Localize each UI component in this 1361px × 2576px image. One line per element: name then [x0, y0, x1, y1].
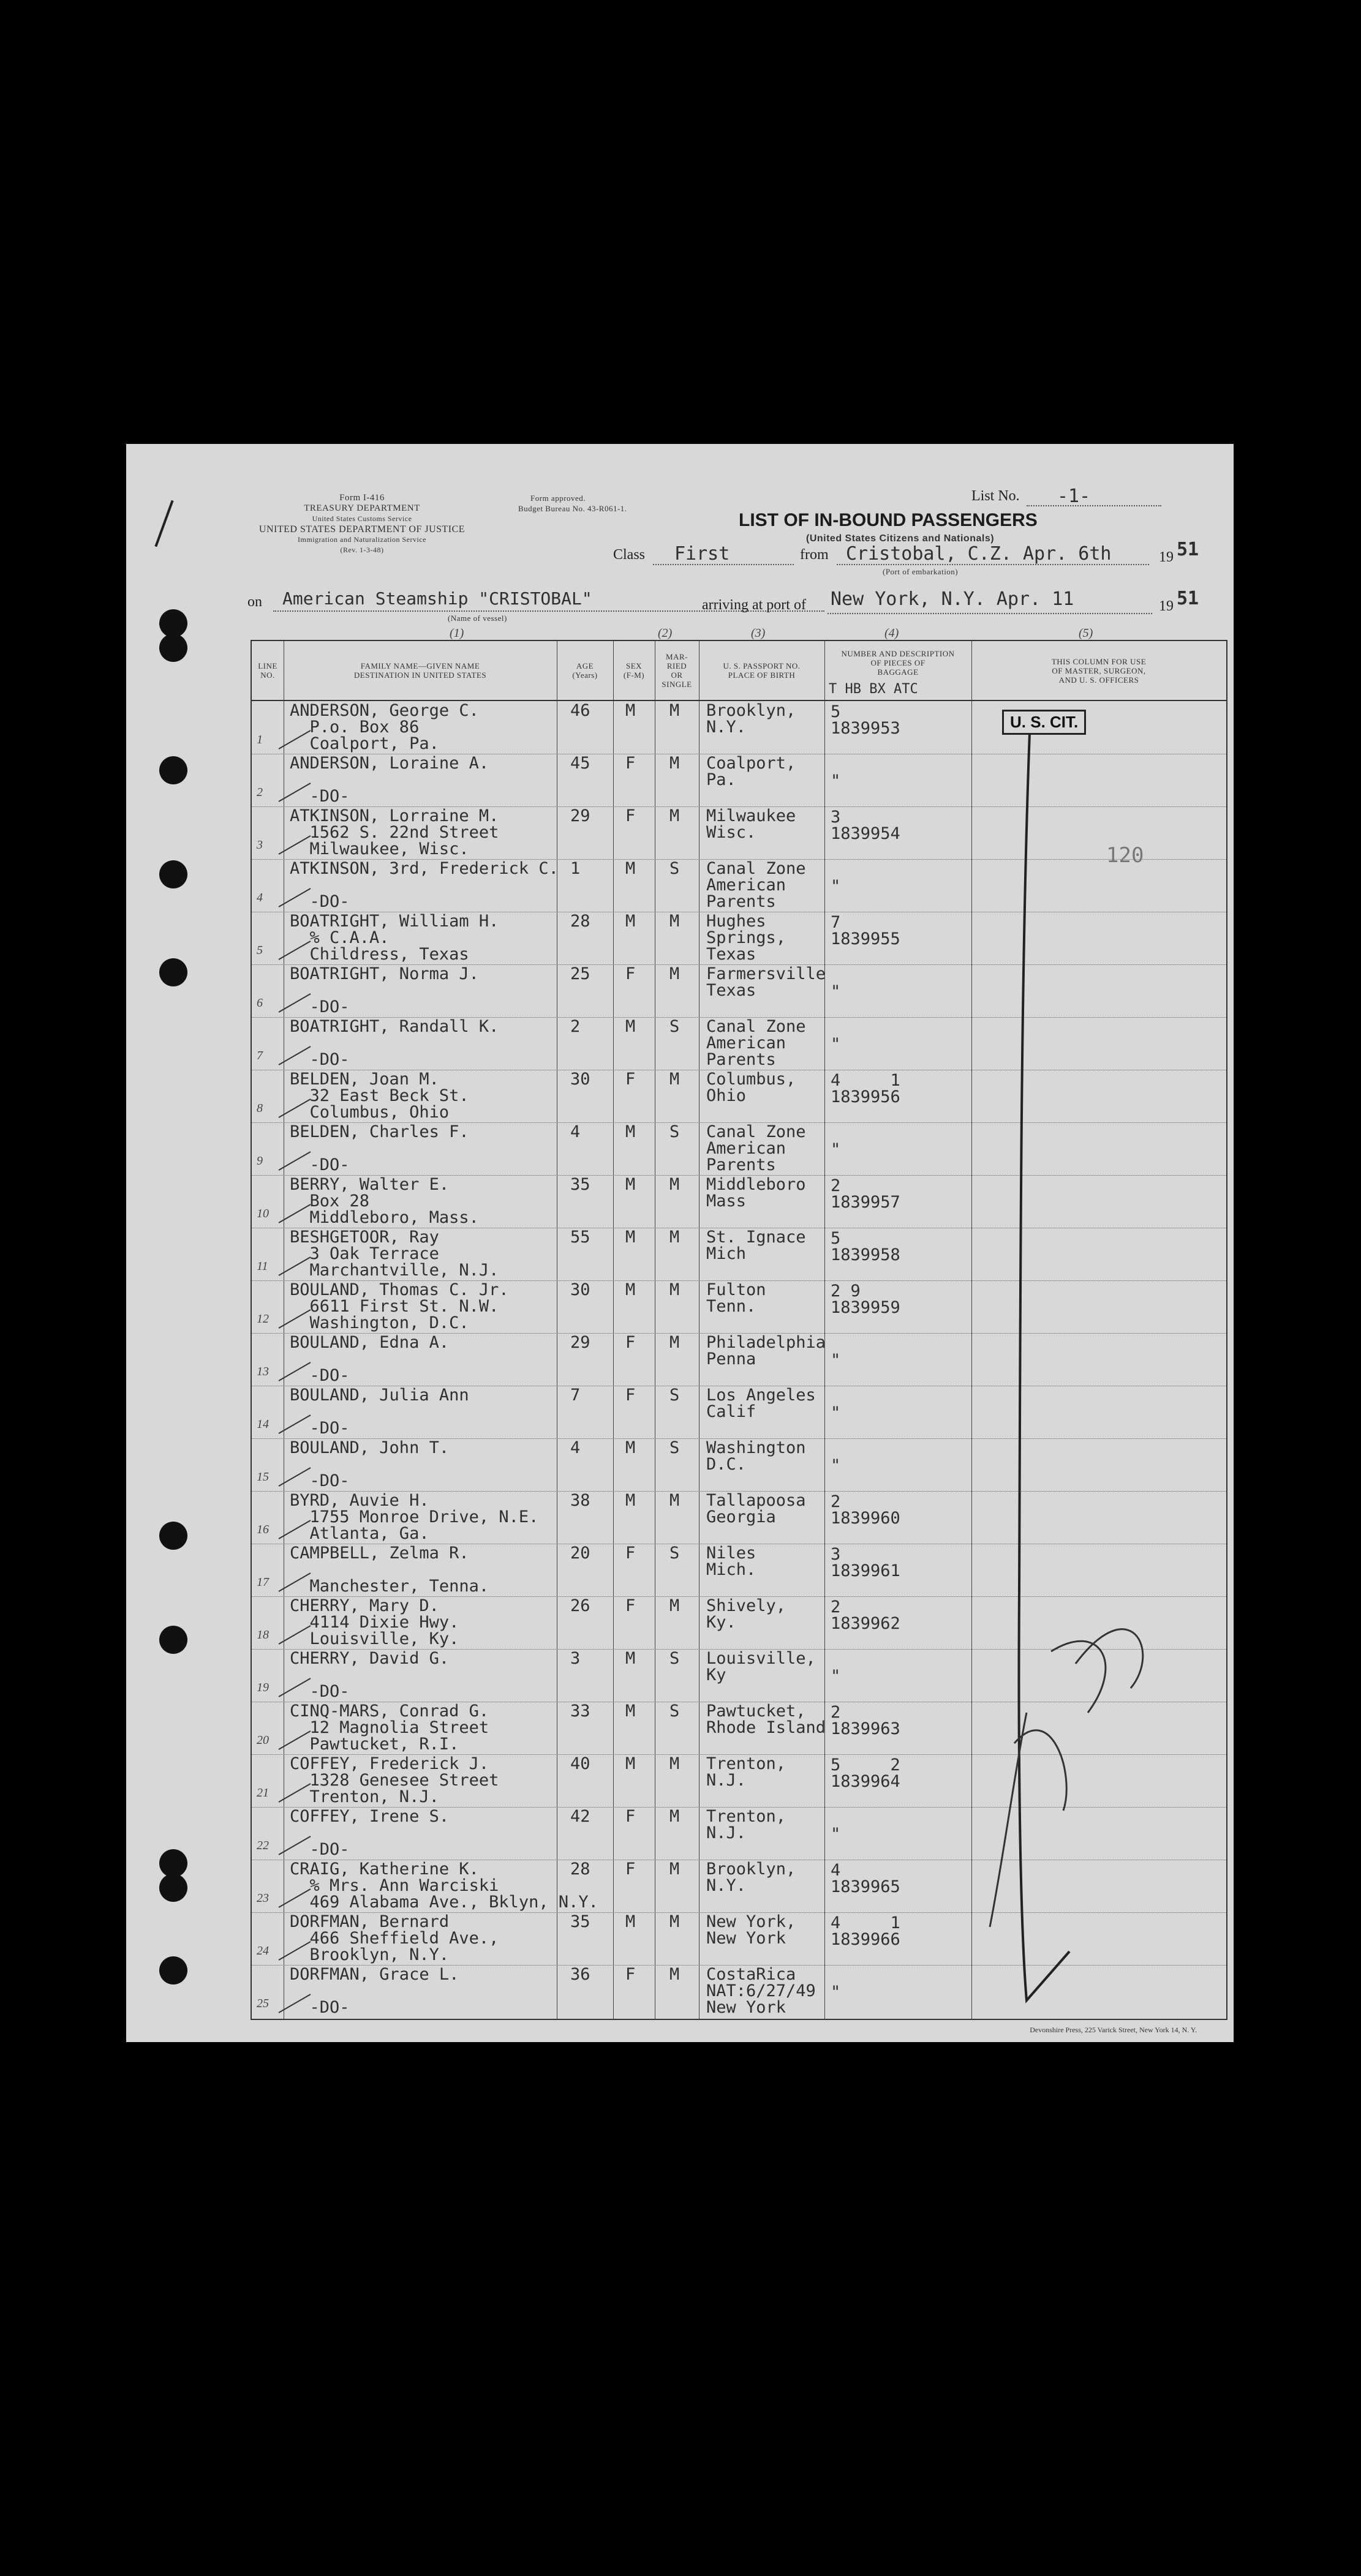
age-cell: 3 — [570, 1649, 581, 1668]
header-officers: THIS COLUMN FOR USE OF MASTER, SURGEON, AND U. S. OFFICERS — [1051, 656, 1147, 685]
baggage-cell: " — [831, 1667, 841, 1686]
passenger-count: 120 — [1106, 843, 1144, 868]
page-title: LIST OF IN-BOUND PASSENGERS — [739, 510, 1038, 530]
sex-cell: F — [625, 1070, 636, 1089]
binder-hole — [159, 860, 187, 888]
baggage-cell: 2 1839960 — [831, 1492, 900, 1528]
col-num-2: (2) — [658, 626, 673, 640]
treasury-label: TREASURY DEPARTMENT — [304, 503, 420, 513]
sex-cell: F — [625, 1965, 636, 1984]
baggage-cell: 5 2 1839964 — [831, 1756, 900, 1791]
marital-status-cell: S — [669, 1438, 680, 1457]
age-cell: 35 — [570, 1912, 590, 1931]
marital-status-cell: M — [669, 1807, 680, 1826]
sex-cell: M — [625, 859, 636, 878]
header-age: AGE (Years) — [572, 661, 598, 680]
marital-status-cell: M — [669, 1333, 680, 1352]
header-married: MAR- RIED OR SINGLE — [662, 652, 692, 689]
customs-label: United States Customs Service — [312, 514, 412, 523]
age-cell: 29 — [570, 806, 590, 825]
year-prefix: 19 — [1159, 598, 1174, 614]
printer-imprint: Devonshire Press, 225 Varick Street, New York 14, N. Y. — [1030, 2026, 1197, 2034]
header-name: FAMILY NAME—GIVEN NAME DESTINATION IN UNITED STATES — [353, 661, 487, 680]
marital-status-cell: S — [669, 1649, 680, 1668]
birthplace-cell: Middleboro Mass — [706, 1175, 806, 1211]
col-num-1: (1) — [450, 626, 464, 640]
vessel-note: (Name of vessel) — [448, 614, 507, 623]
form-number: Form I-416 — [339, 493, 385, 503]
passenger-name-destination: COFFEY, Irene S. -DO- — [290, 1807, 450, 1859]
age-cell: 46 — [570, 701, 590, 720]
passenger-name-destination: BOULAND, Edna A. -DO- — [290, 1333, 450, 1385]
marital-status-cell: M — [669, 964, 680, 983]
passenger-name-destination: DORFMAN, Grace L. -DO- — [290, 1965, 459, 2017]
marital-status-cell: S — [669, 859, 680, 878]
birthplace-cell: Brooklyn, N.Y. — [706, 1860, 796, 1895]
class-label: Class — [613, 547, 646, 563]
justice-label: UNITED STATES DEPARTMENT OF JUSTICE — [258, 524, 466, 535]
marital-status-cell: M — [669, 1280, 680, 1299]
sex-cell: F — [625, 1333, 636, 1352]
baggage-cell: 4 1839965 — [831, 1861, 900, 1896]
birthplace-cell: Philadelphia Penna — [706, 1333, 826, 1369]
baggage-cell: 2 9 1839959 — [831, 1282, 900, 1317]
marital-status-cell: M — [669, 806, 680, 825]
birthplace-cell: Los Angeles Calif — [706, 1386, 816, 1421]
header-baggage: NUMBER AND DESCRIPTION OF PIECES OF BAGGAGE — [841, 648, 955, 677]
passenger-name-destination: BOATRIGHT, Norma J. -DO- — [290, 964, 479, 1016]
sex-cell: M — [625, 1912, 636, 1931]
birthplace-cell: Trenton, N.J. — [706, 1754, 786, 1790]
sex-cell: F — [625, 754, 636, 773]
baggage-cell: 2 1839963 — [831, 1703, 900, 1738]
passenger-name-destination: BOATRIGHT, William H. % C.A.A. Childress, Texas — [290, 912, 499, 964]
marital-status-cell: S — [669, 1122, 680, 1141]
birthplace-cell: Canal Zone American Parents — [706, 1017, 806, 1069]
marital-status-cell: S — [669, 1702, 680, 1721]
baggage-cell: " — [831, 1351, 841, 1370]
birthplace-cell: Niles Mich. — [706, 1544, 756, 1579]
line-number: 24 — [257, 1944, 269, 1958]
sex-cell: F — [625, 1860, 636, 1879]
baggage-cell: 2 1839957 — [831, 1176, 900, 1212]
age-cell: 33 — [570, 1702, 590, 1721]
list-no-line — [1027, 505, 1161, 506]
passenger-name-destination: CHERRY, David G. -DO- — [290, 1649, 450, 1701]
baggage-cell: " — [831, 1983, 841, 2002]
birthplace-cell: Columbus, Ohio — [706, 1070, 796, 1105]
year-value: 51 — [1177, 539, 1199, 560]
line-number: 19 — [257, 1681, 269, 1694]
class-value: First — [674, 543, 730, 565]
col-num-5: (5) — [1079, 626, 1093, 640]
line-number: 22 — [257, 1839, 269, 1852]
sex-cell: F — [625, 1807, 636, 1826]
line-number: 1 — [257, 733, 263, 746]
port-note: (Port of embarkation) — [883, 567, 959, 576]
form-agencies — [246, 493, 478, 555]
line-number: 21 — [257, 1786, 269, 1800]
list-no-value: -1- — [1057, 486, 1091, 507]
birthplace-cell: Trenton, N.J. — [706, 1807, 786, 1842]
line-number: 13 — [257, 1365, 269, 1378]
baggage-cell: " — [831, 1825, 841, 1844]
birthplace-cell: St. Ignace Mich — [706, 1228, 806, 1263]
vessel-value: American Steamship "CRISTOBAL" — [282, 588, 592, 609]
budget-bureau-text: Budget Bureau No. 43-R061-1. — [518, 504, 627, 513]
age-cell: 28 — [570, 912, 590, 931]
line-number: 20 — [257, 1733, 269, 1747]
marital-status-cell: M — [669, 1228, 680, 1247]
marital-status-cell: M — [669, 754, 680, 773]
birthplace-cell: Fulton Tenn. — [706, 1280, 766, 1316]
binder-hole — [159, 1522, 187, 1550]
sex-cell: F — [625, 1596, 636, 1615]
baggage-cell: 5 1839953 — [831, 702, 900, 738]
list-no-label: List No. — [971, 488, 1020, 504]
age-cell: 42 — [570, 1807, 590, 1826]
binder-hole — [159, 634, 187, 662]
age-cell: 25 — [570, 964, 590, 983]
passenger-name-destination: DORFMAN, Bernard 466 Sheffield Ave., Brooklyn, N.Y. — [290, 1912, 499, 1964]
line-number: 3 — [257, 838, 263, 852]
sex-cell: M — [625, 1017, 636, 1036]
passenger-name-destination: BYRD, Auvie H. 1755 Monroe Drive, N.E. Atlanta, Ga. — [290, 1491, 539, 1543]
marital-status-cell: S — [669, 1544, 680, 1563]
page-subtitle: (United States Citizens and Nationals) — [806, 533, 995, 544]
revision-label: (Rev. 1-3-48) — [340, 546, 384, 554]
age-cell: 30 — [570, 1070, 590, 1089]
passenger-name-destination: BELDEN, Charles F. -DO- — [290, 1122, 469, 1174]
binder-hole — [159, 1956, 187, 1985]
birthplace-cell: Shively, Ky. — [706, 1596, 786, 1632]
binder-hole — [159, 958, 187, 986]
ins-label: Immigration and Naturalization Service — [298, 535, 426, 544]
age-cell: 4 — [570, 1122, 581, 1141]
approved-text: Form approved. — [530, 494, 586, 503]
sex-cell: F — [625, 1386, 636, 1405]
col-num-3: (3) — [751, 626, 766, 640]
sex-cell: F — [625, 806, 636, 825]
age-cell: 29 — [570, 1333, 590, 1352]
baggage-cell: 3 1839954 — [831, 808, 900, 843]
birthplace-cell: Pawtucket, Rhode Island — [706, 1702, 826, 1737]
us-citizen-stamp: U. S. CIT. — [1002, 710, 1086, 735]
baggage-cell: " — [831, 982, 841, 1001]
binder-hole — [159, 756, 187, 784]
sex-cell: M — [625, 1649, 636, 1668]
age-cell: 45 — [570, 754, 590, 773]
baggage-cell: 2 1839962 — [831, 1598, 900, 1633]
sex-cell: M — [625, 912, 636, 931]
baggage-cell: " — [831, 1456, 841, 1475]
marital-status-cell: S — [669, 1017, 680, 1036]
marital-status-cell: M — [669, 912, 680, 931]
year-prefix: 19 — [1159, 549, 1174, 565]
age-cell: 1 — [570, 859, 581, 878]
sex-cell: M — [625, 1175, 636, 1194]
passenger-table — [251, 640, 1227, 2020]
age-cell: 38 — [570, 1491, 590, 1510]
line-number: 6 — [257, 996, 263, 1010]
line-number: 15 — [257, 1470, 269, 1484]
from-label: from — [800, 547, 829, 563]
sex-cell: M — [625, 1702, 636, 1721]
passenger-name-destination: BELDEN, Joan M. 32 East Beck St. Columbus, Ohio — [290, 1070, 469, 1122]
age-cell: 2 — [570, 1017, 581, 1036]
age-cell: 36 — [570, 1965, 590, 1984]
birthplace-cell: Brooklyn, N.Y. — [706, 701, 796, 737]
age-cell: 30 — [570, 1280, 590, 1299]
age-cell: 4 — [570, 1438, 581, 1457]
marital-status-cell: M — [669, 1965, 680, 1984]
birthplace-cell: CostaRica NAT:6/27/49 New York — [706, 1965, 816, 2017]
embarkation-value: Cristobal, C.Z. Apr. 6th — [846, 543, 1112, 565]
baggage-cell: " — [831, 772, 841, 790]
passenger-name-destination: BOULAND, John T. -DO- — [290, 1438, 450, 1490]
sex-cell: M — [625, 1228, 636, 1247]
passenger-name-destination: CRAIG, Katherine K. % Mrs. Ann Warciski 469 Alabama Ave., Bklyn, N.Y. — [290, 1860, 598, 1912]
passenger-name-destination: ATKINSON, 3rd, Frederick C. -DO- — [290, 859, 559, 911]
age-cell: 40 — [570, 1754, 590, 1773]
marital-status-cell: M — [669, 1596, 680, 1615]
line-number: 4 — [257, 891, 263, 904]
baggage-cell: " — [831, 1403, 841, 1422]
arrival-line — [828, 613, 1152, 614]
line-number: 14 — [257, 1418, 269, 1431]
birthplace-cell: Coalport, Pa. — [706, 754, 796, 789]
birthplace-cell: Washington D.C. — [706, 1438, 806, 1474]
line-number: 8 — [257, 1102, 263, 1115]
age-cell: 35 — [570, 1175, 590, 1194]
sex-cell: M — [625, 1438, 636, 1457]
marital-status-cell: M — [669, 1175, 680, 1194]
line-number: 7 — [257, 1049, 263, 1062]
year-value: 51 — [1177, 588, 1199, 609]
age-cell: 20 — [570, 1544, 590, 1563]
arriving-label: arriving at port of — [702, 597, 806, 613]
passenger-name-destination: BOULAND, Thomas C. Jr. 6611 First St. N.W. Washington, D.C. — [290, 1280, 509, 1332]
age-cell: 55 — [570, 1228, 590, 1247]
line-number: 18 — [257, 1628, 269, 1642]
baggage-cell: " — [831, 1140, 841, 1159]
birthplace-cell: Canal Zone American Parents — [706, 1122, 806, 1174]
manifest-page — [126, 444, 1234, 2042]
baggage-cell: " — [831, 877, 841, 896]
baggage-cell: 4 1 1839966 — [831, 1913, 900, 1949]
passenger-name-destination: BOATRIGHT, Randall K. -DO- — [290, 1017, 499, 1069]
marital-status-cell: M — [669, 1860, 680, 1879]
birthplace-cell: Louisville, Ky — [706, 1649, 816, 1684]
inspector-signature — [978, 733, 1223, 2013]
sex-cell: M — [625, 701, 636, 720]
baggage-cell: 4 1 1839956 — [831, 1071, 900, 1106]
passenger-name-destination: ANDERSON, George C. P.o. Box 86 Coalport, Pa. — [290, 701, 479, 753]
header-sex: SEX (F-M) — [623, 661, 645, 680]
line-number: 17 — [257, 1575, 269, 1589]
sex-cell: M — [625, 1280, 636, 1299]
baggage-cell: " — [831, 1035, 841, 1054]
line-number: 5 — [257, 944, 263, 957]
passenger-name-destination: CAMPBELL, Zelma R. Manchester, Tenna. — [290, 1544, 489, 1596]
line-number: 12 — [257, 1312, 269, 1326]
header-baggage-codes: T HB BX ATC — [829, 682, 918, 697]
header-passport: U. S. PASSPORT NO. PLACE OF BIRTH — [723, 661, 801, 680]
marital-status-cell: M — [669, 1912, 680, 1931]
baggage-cell: 7 1839955 — [831, 913, 900, 948]
birthplace-cell: Hughes Springs, Texas — [706, 912, 786, 964]
passenger-name-destination: ANDERSON, Loraine A. -DO- — [290, 754, 489, 806]
line-number: 25 — [257, 1997, 269, 2010]
passenger-name-destination: CINQ-MARS, Conrad G. 12 Magnolia Street Pawtucket, R.I. — [290, 1702, 489, 1754]
passenger-name-destination: CHERRY, Mary D. 4114 Dixie Hwy. Louisville, Ky. — [290, 1596, 459, 1648]
passenger-name-destination: BERRY, Walter E. Box 28 Middleboro, Mass. — [290, 1175, 479, 1227]
age-cell: 7 — [570, 1386, 581, 1405]
passenger-name-destination: BOULAND, Julia Ann -DO- — [290, 1386, 469, 1438]
baggage-cell: 5 1839958 — [831, 1229, 900, 1264]
on-label: on — [247, 594, 262, 610]
passenger-name-destination: BESHGETOOR, Ray 3 Oak Terrace Marchantville, N.J. — [290, 1228, 499, 1280]
line-number: 9 — [257, 1154, 263, 1168]
sex-cell: M — [625, 1754, 636, 1773]
age-cell: 28 — [570, 1860, 590, 1879]
line-number: 23 — [257, 1891, 269, 1905]
birthplace-cell: Farmersville Texas — [706, 964, 826, 1000]
baggage-cell: 3 1839961 — [831, 1545, 900, 1580]
age-cell: 26 — [570, 1596, 590, 1615]
birthplace-cell: New York, New York — [706, 1912, 796, 1948]
line-number: 10 — [257, 1207, 269, 1220]
line-number: 11 — [257, 1260, 268, 1273]
sex-cell: M — [625, 1122, 636, 1141]
passenger-name-destination: ATKINSON, Lorraine M. 1562 S. 22nd Street Milwaukee, Wisc. — [290, 806, 499, 858]
binder-hole — [159, 1626, 187, 1654]
line-number: 2 — [257, 786, 263, 799]
marital-status-cell: M — [669, 1491, 680, 1510]
arrival-value: New York, N.Y. Apr. 11 — [831, 588, 1074, 610]
birthplace-cell: Tallapoosa Georgia — [706, 1491, 806, 1526]
marital-status-cell: M — [669, 1070, 680, 1089]
marital-status-cell: S — [669, 1386, 680, 1405]
pen-mark — [154, 500, 173, 547]
line-number: 16 — [257, 1523, 269, 1536]
sex-cell: M — [625, 1491, 636, 1510]
marital-status-cell: M — [669, 1754, 680, 1773]
birthplace-cell: Canal Zone American Parents — [706, 859, 806, 911]
marital-status-cell: M — [669, 701, 680, 720]
binder-hole — [159, 1874, 187, 1902]
header-line-no: LINE NO. — [258, 661, 277, 680]
passenger-name-destination: COFFEY, Frederick J. 1328 Genesee Street Trenton, N.J. — [290, 1754, 499, 1806]
col-num-4: (4) — [884, 626, 899, 640]
approval-note — [518, 493, 665, 514]
sex-cell: F — [625, 1544, 636, 1563]
sex-cell: F — [625, 964, 636, 983]
birthplace-cell: Milwaukee Wisc. — [706, 806, 796, 842]
